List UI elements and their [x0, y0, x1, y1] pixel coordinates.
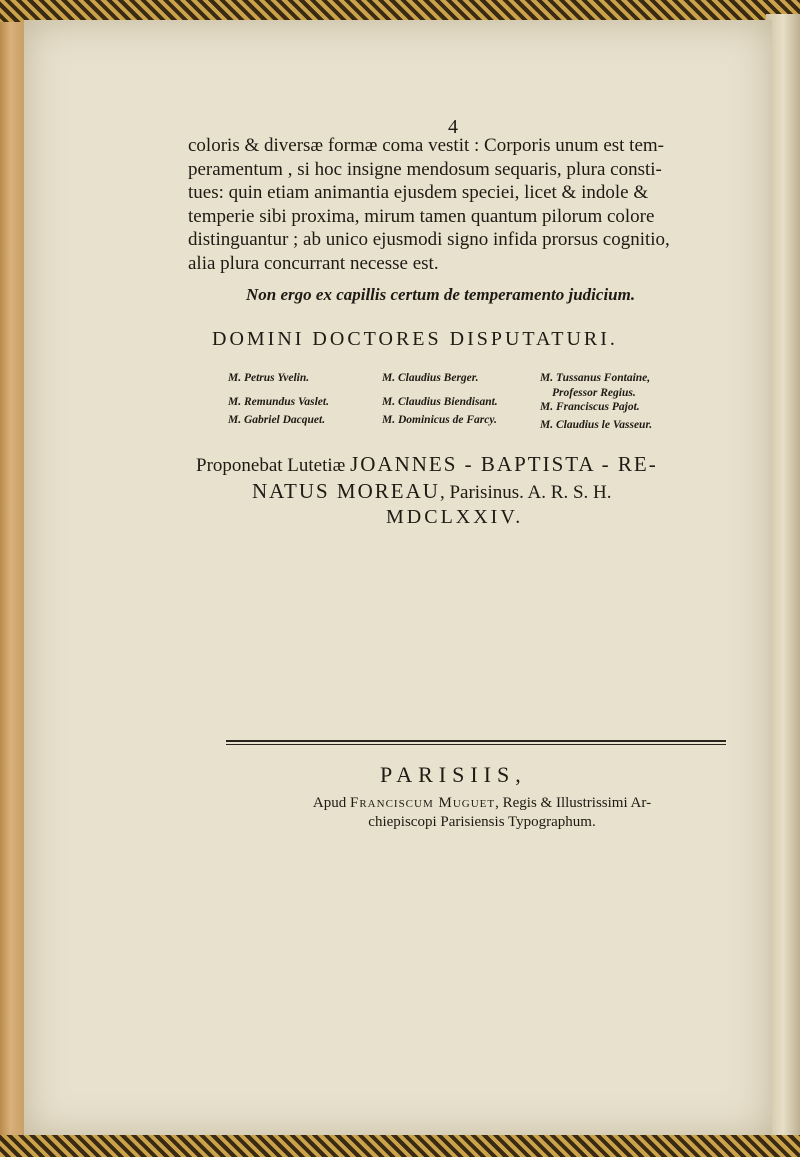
body-paragraph — [188, 134, 726, 275]
doctor-name: M. Dominicus de Farcy. — [382, 414, 497, 426]
doctor-name: M. Claudius le Vasseur. — [540, 419, 653, 431]
page-number: 4 — [448, 116, 458, 138]
doctor-name: M. Gabriel Dacquet. — [228, 414, 326, 426]
respondent-line — [196, 479, 736, 504]
doctors-heading: DOMINI DOCTORES DISPUTATURI. — [212, 328, 618, 350]
printer-name: Franciscum Muguet — [350, 795, 496, 811]
doctors-column — [382, 372, 542, 432]
body-line: alia plura concurrant necesse est. — [188, 252, 439, 274]
book-spine-edge — [0, 22, 26, 1135]
divider-rule — [226, 740, 726, 742]
binding-border-bottom — [0, 1135, 800, 1157]
body-line: distinguantur ; ab unico ejusmodi signo infida prorsus cognitio, — [188, 229, 670, 250]
body-line: peramentum , si hoc insigne mendosum sequaris, plura consti- — [188, 158, 662, 180]
doctor-name: M. Tussanus Fontaine, — [540, 372, 651, 384]
body-line: coloris & diversæ formæ coma vestit : Corporis unum est tem- — [188, 135, 664, 156]
thesis-conclusion: Non ergo ex capillis certum de temperamento judicium. — [246, 285, 636, 304]
respondent-line — [196, 452, 736, 477]
imprint-line — [242, 794, 722, 813]
respondent-prefix: Proponebat Lutetiæ — [196, 455, 351, 476]
divider-rule — [226, 744, 726, 745]
doctors-column — [540, 372, 700, 437]
respondent-block — [196, 452, 736, 529]
body-line: tues: quin etiam animantia ejusdem speciei, licet & indole & — [188, 182, 649, 203]
respondent-name-part2: NATUS MOREAU — [252, 479, 440, 503]
doctor-name: M. Claudius Berger. — [382, 372, 479, 384]
imprint-printer — [242, 794, 722, 832]
doctor-name: M. Petrus Yvelin. — [228, 372, 310, 384]
doctors-column — [228, 372, 388, 432]
doctor-name: M. Claudius Biendisant. — [382, 396, 498, 408]
doctor-title: Professor Regius. — [552, 387, 636, 399]
doctor-name: M. Remundus Vaslet. — [228, 396, 329, 408]
thesis-year: MDCLXXIV. — [386, 506, 524, 528]
imprint-apud: Apud — [312, 795, 350, 811]
respondent-origin: , Parisinus. A. R. S. H. — [439, 482, 612, 503]
imprint-line: chiepiscopi Parisiensis Typographum. — [368, 814, 596, 830]
doctor-name: M. Franciscus Pajot. — [540, 401, 640, 413]
body-line: temperie sibi proxima, mirum tamen quantum pilorum colore — [188, 205, 655, 227]
imprint-title: , Regis & Illustrissimi Ar- — [495, 795, 652, 811]
respondent-name-part1: JOANNES - BAPTISTA - RE- — [350, 452, 658, 476]
imprint-city: PARISIIS, — [380, 762, 527, 787]
